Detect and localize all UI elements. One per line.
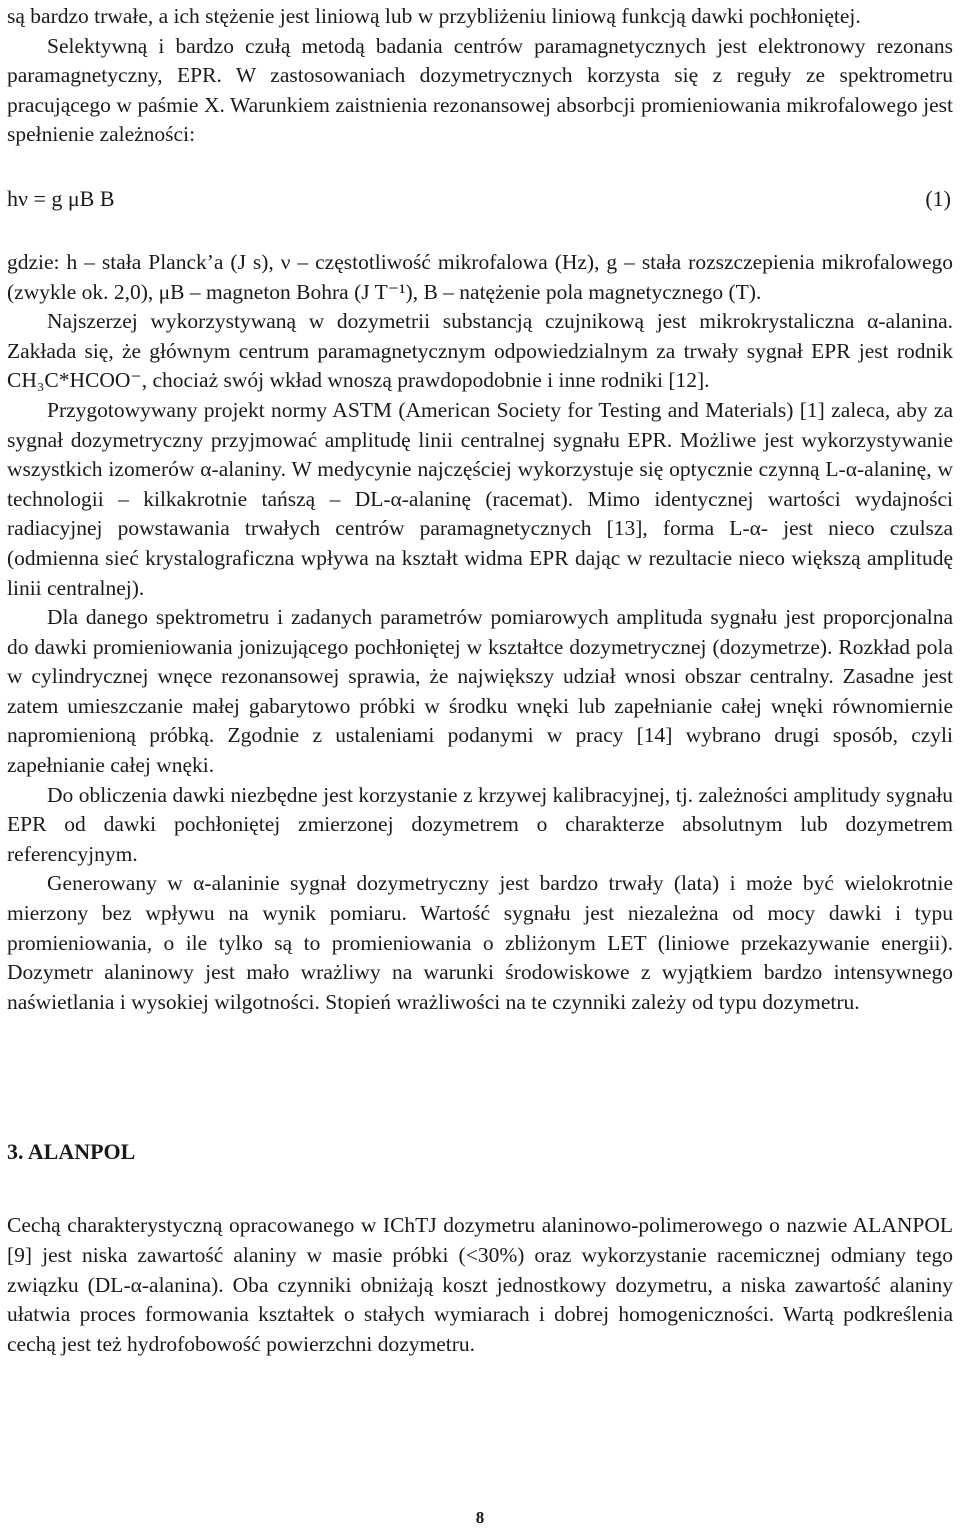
paragraph-signal-stability: Generowany w α-alaninie sygnał dozymetryczny jest bardzo trwały (lata) i może być wielokrotnie mierzony bez wpływu na wynik pomiaru. Wartość sygnału jest niezależna od mocy dawki i typu promieniowania, o ile tylko są to promieniowania o zbliżonym LET (liniowe przekazywanie energii). Dozymetr alaninowy jest mało wrażliwy na warunki środowiskowe z wyjątkiem bardzo intensywnego naświetlania i wysokiej wilgotności. Stopień wrażliwości na te czynniki zależy od typu dozymetru. — [7, 871, 953, 1014]
page-number: 8 — [475, 1508, 485, 1527]
section-heading: 3. ALANPOL — [7, 1139, 136, 1165]
paragraph-calibration: Do obliczenia dawki niezbędne jest korzystanie z krzywej kalibracyjnej, tj. zależności amplitudy sygnału EPR od dawki pochłoniętej zmierzonej dozymetrem o charakterze absolutnym lub dozymetrem referencyjnym. — [7, 782, 953, 866]
paragraph-epr-intro: Selektywną i bardzo czułą metodą badania centrów paramagnetycznych jest elektronowy rezonans paramagnetyczny, EPR. W zastosowaniach dozymetrycznych korzysta się z reguły ze spektrometru pracującego w paśmie X. Warunkiem zaistnienia rezonansowej absorbcji promieniowania mikrofalowego jest spełnienie zależności: — [7, 33, 953, 147]
equation-definitions: gdzie: h – stała Planck’a (J s), ν – częstotliwość mikrofalowa (Hz), g – stała rozszczepienia mikrofalowego (zwykle ok. 2,0), μB – magneton Bohra (J T⁻¹), B – natężenie pola magnetycznego (T). — [7, 249, 953, 304]
paragraph-alanpol: Cechą charakterystyczną opracowanego w IChTJ dozymetru alaninowo-polimerowego o nazwie ALANPOL [9] jest niska zawartość alaniny w masie próbki (<30%) oraz wykorzystanie racemicznej odmiany tego związku (DL-α-alanina). Oba czynniki obniżają koszt jednostkowy dozymetru, a niska zawartość alaniny ułatwia proces formowania kształtek o stałych wymiarach i dobrej homogeniczności. Wartą podkreślenia cechą jest też hydrofobowość powierzchni dozymetru. — [7, 1213, 953, 1356]
equation-formula: hν = g μB B — [7, 185, 115, 211]
paragraph-astm: Przygotowywany projekt normy ASTM (American Society for Testing and Materials) [1] zaleca, aby za sygnał dozymetryczny przyjmować amplitudę linii centralnej sygnału EPR. Możliwe jest wykorzystywanie wszystkich izomerów α-alaniny. W medycynie najczęściej wykorzystuje się optycznie czynną L-α-alaninę, w technologii – kilkakrotnie tańszą – DL-α-alaninę (racemat). Mimo identycznej wartości wydajności radiacyjnej powstawania trwałych centrów paramagnetycznych [13], forma L-α- jest nieco czulsza (odmienna sieć krystalograficzna wpływa na kształt widma EPR dając w rezultacie nieco większą amplitudę linii centralnej). — [7, 397, 953, 600]
equation-1 — [7, 184, 953, 218]
paragraph-spectrometer: Dla danego spektrometru i zadanych parametrów pomiarowych amplituda sygnału jest proporcjonalna do dawki promieniowania jonizującego pochłoniętej w kształtce dozymetrycznej (dozymetrze). Rozkład pola w cylindrycznej wnęce rezonansowej sprawia, że największy udział wnosi obszar centralny. Zasadne jest zatem umieszczanie małej gabarytowo próbki w środku wnęki lub zapełnianie całej wnęki równomiernie napromienioną próbką. Zgodnie z ustaleniami podanymi w pracy [14] wybrano drugi sposób, czyli zapełnianie całej wnęki. — [7, 605, 953, 778]
document-page — [7, 2, 953, 1359]
equation-number: (1) — [925, 185, 951, 211]
paragraph-continuation: są bardzo trwałe, a ich stężenie jest liniową lub w przybliżeniu liniową funkcją dawki pochłoniętej. — [7, 4, 861, 28]
paragraph-alanine: Najszerzej wykorzystywaną w dozymetrii substancją czujnikową jest mikrokrystaliczna α-alanina. Zakłada się, że głównym centrum paramagnetycznym odpowiedzialnym za trwały sygnał EPR jest rodnik CH₃C*HCOO⁻, chociaż swój wkład wnoszą prawdopodobnie i inne rodniki [12]. — [7, 309, 953, 393]
